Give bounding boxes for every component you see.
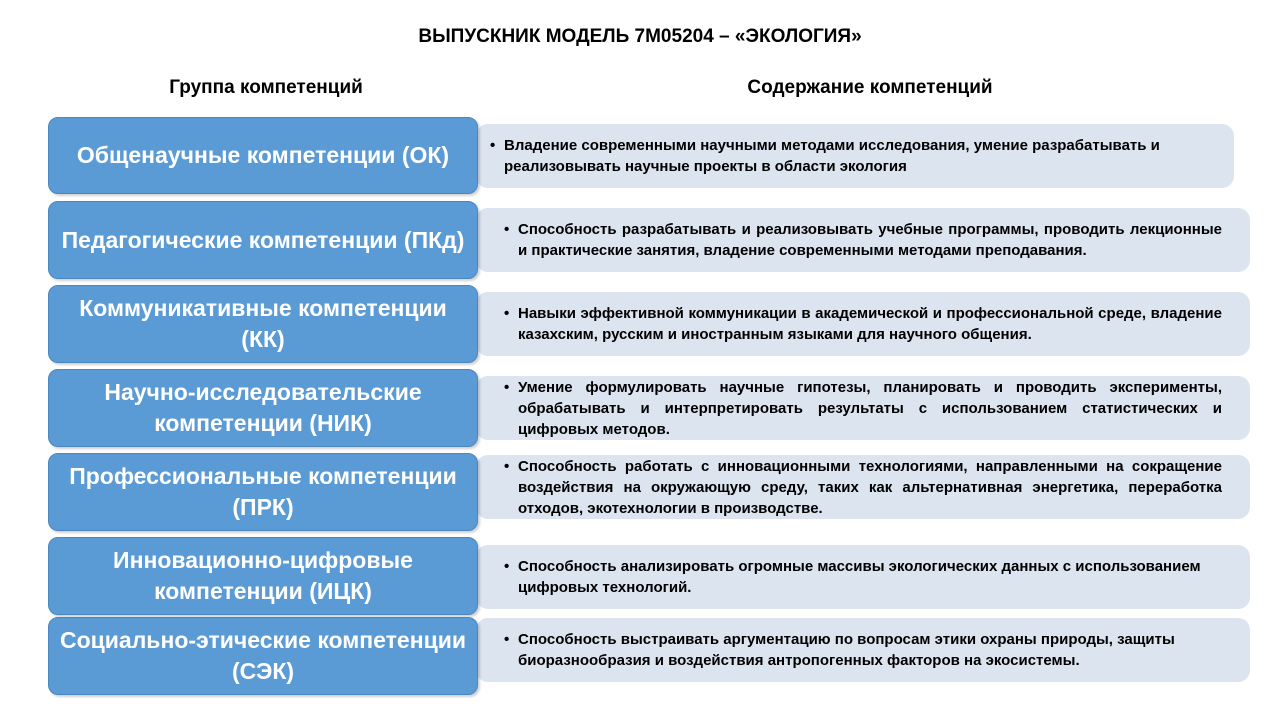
competency-description <box>476 618 1250 682</box>
competency-group-ick <box>48 537 478 615</box>
competency-description <box>476 208 1250 272</box>
competency-group-label: Социально-этические компетенции (СЭК) <box>59 627 467 684</box>
bullet-icon: • <box>504 558 510 575</box>
bullet-icon: • <box>504 457 510 475</box>
bullet-icon: • <box>504 378 510 396</box>
competency-description-text: Владение современными научными методами исследования, умение разрабатывать и реализовывать научные проекты в области экология <box>504 137 1160 175</box>
competency-group-pkd <box>48 201 478 279</box>
competency-group-label: Профессиональные компетенции (ПРК) <box>69 463 457 520</box>
competency-description-text: Навыки эффективной коммуникации в академической и профессиональной среде, владение казахским, русским и иностранным языками для научного общения. <box>518 305 1222 343</box>
competency-description <box>476 124 1234 188</box>
competency-group-label: Научно-исследовательские компетенции (НИК) <box>104 379 422 436</box>
competency-group-label: Общенаучные компетенции (ОК) <box>76 142 450 168</box>
competency-description-text: Умение формулировать научные гипотезы, планировать и проводить эксперименты, обрабатывать и интерпретировать результаты с использованием статистических и цифровых методов. <box>518 378 1222 438</box>
competency-description-text: Способность работать с инновационными технологиями, направленными на сокращение воздействия на окружающую среду, таких как альтернативная энергетика, переработка отходов, экотехнологии в производстве. <box>518 457 1222 517</box>
competency-group-ok <box>48 117 478 194</box>
competency-description <box>476 376 1250 440</box>
competency-description-text: Способность анализировать огромные массивы экологических данных с использованием цифровых технологий. <box>518 558 1201 596</box>
bullet-icon: • <box>490 137 496 154</box>
right-column-header: Содержание компетенций <box>747 77 993 98</box>
bullet-icon: • <box>504 305 510 322</box>
competency-description <box>476 455 1250 519</box>
competency-group-label: Коммуникативные компетенции (КК) <box>79 295 447 352</box>
competency-group-label: Инновационно-цифровые компетенции (ИЦК) <box>113 547 413 604</box>
bullet-icon: • <box>504 221 510 238</box>
competency-description <box>476 545 1250 609</box>
competency-description <box>476 292 1250 356</box>
competency-group-kk <box>48 285 478 363</box>
competency-group-label: Педагогические компетенции (ПКд) <box>61 226 465 253</box>
competency-description-text: Способность разрабатывать и реализовывать учебные программы, проводить лекционные и практические занятия, владение современными методами преподавания. <box>518 221 1222 259</box>
competency-group-sek <box>48 617 478 695</box>
bullet-icon: • <box>504 631 510 648</box>
left-column-header: Группа компетенций <box>169 77 363 98</box>
competency-group-prk <box>48 453 478 531</box>
competency-description-text: Способность выстраивать аргументацию по вопросам этики охраны природы, защиты биоразнообразия и воздействия антропогенных факторов на экосистемы. <box>518 631 1175 669</box>
slide-title: ВЫПУСКНИК МОДЕЛЬ 7М05204 – «ЭКОЛОГИЯ» <box>418 26 862 47</box>
competency-group-nik <box>48 369 478 447</box>
